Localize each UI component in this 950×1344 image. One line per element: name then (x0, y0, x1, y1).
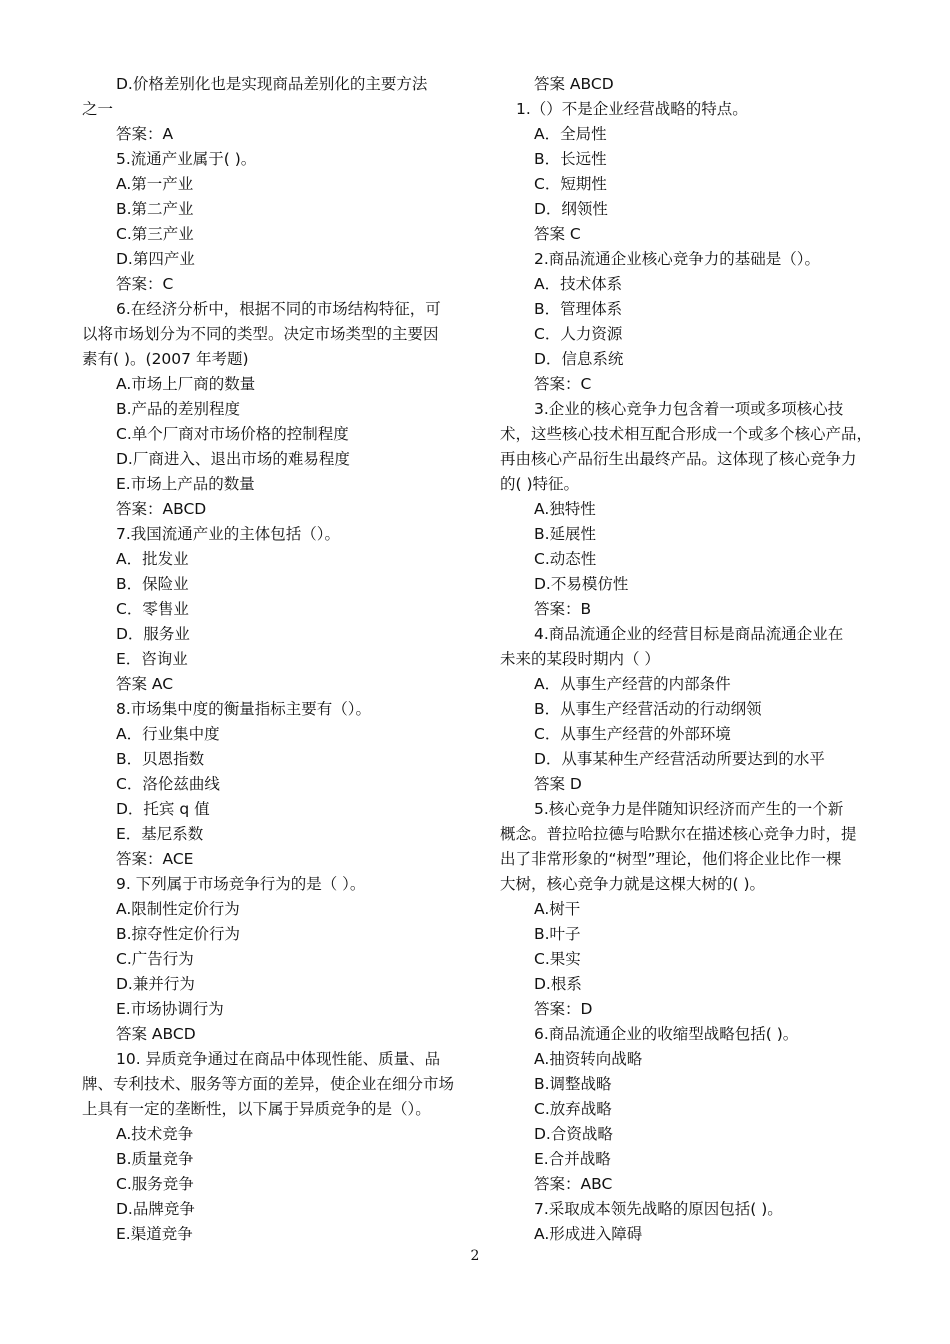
text-line: D.厂商进入、退出市场的难易程度 (116, 450, 350, 468)
text-line: 10. 异质竞争通过在商品中体现性能、质量、品 (116, 1050, 441, 1068)
text-line: 答案：ACE (116, 850, 194, 868)
text-line: 答案 AC (116, 675, 174, 693)
text-line: 3.企业的核心竞争力包含着一项或多项核心技 (534, 400, 844, 418)
text-line: D.根系 (534, 975, 582, 993)
text-line: B.产品的差别程度 (116, 400, 241, 418)
text-line: A．技术体系 (534, 275, 623, 293)
text-line: 5.流通产业属于( )。 (116, 150, 257, 168)
text-line: D.兼并行为 (116, 975, 195, 993)
text-line: C.果实 (534, 950, 581, 968)
text-line: B.第二产业 (116, 200, 194, 218)
text-line: C.单个厂商对市场价格的控制程度 (116, 425, 349, 443)
text-line: 答案：B (534, 600, 592, 618)
text-line: 答案：C (534, 375, 592, 393)
text-line: D．托宾 q 值 (116, 800, 210, 818)
text-line: 以将市场划分为不同的类型。决定市场类型的主要因 (82, 325, 439, 343)
text-line: C．人力资源 (534, 325, 623, 343)
text-line: 之一 (82, 100, 114, 118)
text-line: E．咨询业 (116, 650, 188, 668)
text-line: A．行业集中度 (116, 725, 220, 743)
page-number: 2 (470, 1248, 480, 1264)
text-line: A.形成进入障碍 (534, 1225, 643, 1243)
text-line: 2.商品流通企业核心竞争力的基础是（）。 (534, 250, 821, 268)
text-line: C.服务竞争 (116, 1175, 194, 1193)
text-line: 7.采取成本领先战略的原因包括( )。 (534, 1200, 783, 1218)
text-line: B．管理体系 (534, 300, 623, 318)
text-line: D.品牌竞争 (116, 1200, 195, 1218)
text-line: B．保险业 (116, 575, 189, 593)
text-line: 4.商品流通企业的经营目标是商品流通企业在 (534, 625, 844, 643)
text-line: B.掠夺性定价行为 (116, 925, 241, 943)
text-line: 牌、专利技术、服务等方面的差异，使企业在细分市场 (82, 1075, 455, 1093)
text-line: A．批发业 (116, 550, 189, 568)
text-line: C.广告行为 (116, 950, 194, 968)
text-line: B．贝恩指数 (116, 750, 205, 768)
text-line: A.第一产业 (116, 175, 194, 193)
text-line: 答案：ABCD (116, 500, 207, 518)
text-line: D．纲领性 (534, 200, 608, 218)
text-line: D．服务业 (116, 625, 190, 643)
text-line: 素有( )。(2007 年考题) (82, 350, 249, 368)
text-line: 1.（）不是企业经营战略的特点。 (516, 100, 748, 118)
text-line: A.限制性定价行为 (116, 900, 240, 918)
text-line: C．零售业 (116, 600, 189, 618)
text-line: D.合资战略 (534, 1125, 613, 1143)
text-line: B.质量竞争 (116, 1150, 194, 1168)
text-line: B.调整战略 (534, 1075, 612, 1093)
text-line: 的( )特征。 (500, 475, 580, 493)
text-line: 6.在经济分析中，根据不同的市场结构特征，可 (116, 300, 441, 318)
text-line: 答案 C (534, 225, 581, 243)
text-line: A．从事生产经营的内部条件 (534, 675, 731, 693)
text-line: C．从事生产经营的外部环境 (534, 725, 731, 743)
text-line: 大树，核心竞争力就是这棵大树的( )。 (500, 875, 766, 893)
text-line: A.市场上厂商的数量 (116, 375, 256, 393)
text-line: C.放弃战略 (534, 1100, 612, 1118)
text-line: 答案 ABCD (116, 1025, 196, 1043)
text-line: 8.市场集中度的衡量指标主要有（）。 (116, 700, 372, 718)
text-line: D．从事某种生产经营活动所要达到的水平 (534, 750, 825, 768)
right-column (500, 72, 895, 1247)
text-line: 答案：D (534, 1000, 593, 1018)
text-line: 答案 D (534, 775, 582, 793)
text-line: 上具有一定的垄断性，以下属于异质竞争的是（）。 (82, 1100, 431, 1118)
text-line: C．洛伦兹曲线 (116, 775, 220, 793)
left-column (82, 72, 472, 1247)
text-line: 再由核心产品衍生出最终产品。这体现了核心竞争力 (500, 450, 857, 468)
text-line: 概念。普拉哈拉德与哈默尔在描述核心竞争力时，提 (500, 825, 857, 843)
text-line: 术，这些核心技术相互配合形成一个或多个核心产品， (500, 425, 873, 443)
text-line: 出了非常形象的“树型”理论，他们将企业比作一棵 (500, 850, 842, 868)
text-line: C．短期性 (534, 175, 607, 193)
text-line: E．基尼系数 (116, 825, 204, 843)
text-line: 答案：C (116, 275, 174, 293)
text-line: E.合并战略 (534, 1150, 611, 1168)
text-line: B．从事生产经营活动的行动纲领 (534, 700, 762, 718)
text-line: 答案：ABC (534, 1175, 613, 1193)
text-line: A．全局性 (534, 125, 607, 143)
text-line: A.技术竞争 (116, 1125, 194, 1143)
text-line: D.价格差别化也是实现商品差别化的主要方法 (116, 75, 428, 93)
text-line: D．信息系统 (534, 350, 624, 368)
text-line: E.渠道竞争 (116, 1225, 193, 1243)
text-line: D.不易模仿性 (534, 575, 629, 593)
text-line: B.延展性 (534, 525, 597, 543)
text-line: 7.我国流通产业的主体包括（）。 (116, 525, 341, 543)
text-line: C.动态性 (534, 550, 597, 568)
text-line: 答案：A (116, 125, 174, 143)
text-line: 5.核心竞争力是伴随知识经济而产生的一个新 (534, 800, 844, 818)
text-line: D.第四产业 (116, 250, 195, 268)
text-line: A.树干 (534, 900, 581, 918)
text-line: 6.商品流通企业的收缩型战略包括( )。 (534, 1025, 799, 1043)
text-line: E.市场上产品的数量 (116, 475, 255, 493)
text-line: 未来的某段时期内（ ） (500, 650, 660, 668)
text-line: 9. 下列属于市场竞争行为的是（ ）。 (116, 875, 366, 893)
text-line: E.市场协调行为 (116, 1000, 224, 1018)
text-line: C.第三产业 (116, 225, 194, 243)
text-line: B.叶子 (534, 925, 581, 943)
text-line: A.抽资转向战略 (534, 1050, 643, 1068)
text-line: B．长远性 (534, 150, 607, 168)
text-line: 答案 ABCD (534, 75, 614, 93)
text-line: A.独特性 (534, 500, 596, 518)
